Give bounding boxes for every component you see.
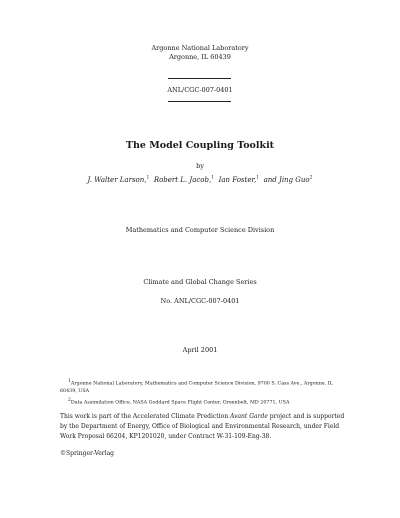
author-1: J. Walter Larson,$^1$ (87, 176, 150, 185)
footnote-1: $^1$Argonne National Laboratory, Mathematics and Computer Science Division, 9700 S. Cass Ave., Argonne, IL 60439, USA (60, 379, 333, 395)
rule-bottom (168, 101, 231, 102)
authors (0, 176, 400, 184)
series-number: No. ANL/CGC-007-0401 (160, 297, 240, 305)
copyright: ©Springer-Verlag (60, 450, 114, 457)
author-3: Ian Foster,$^1$ (218, 176, 260, 185)
series-name: Climate and Global Change Series (143, 278, 257, 286)
by-line: by (196, 162, 204, 170)
header-lab: Argonne National Laboratory (151, 44, 249, 52)
page-title: The Model Coupling Toolkit (125, 140, 275, 151)
footnote-2: $^2$Data Assimilation Office, NASA Goddard Space Flight Center, Greenbelt, MD 20771, USA (68, 398, 290, 406)
report-number: ANL/CGC-007-0401 (167, 86, 233, 94)
acknowledgement-paragraph: This work is part of the Accelerated Climate Prediction Avant Garde project and is supported by the Department of Energy, Office of Biological and Environmental Research, under Field Work Proposal 66204, KP1201020, under Contract W-31-109-Eng-38. (60, 413, 345, 440)
date: April 2001 (182, 346, 218, 354)
rule-top (168, 78, 231, 79)
author-2: Robert L. Jacob,$^1$ (153, 176, 215, 185)
division: Mathematics and Computer Science Division (125, 226, 275, 234)
author-4: and Jing Guo$^2$ (263, 176, 313, 185)
header-location: Argonne, IL 60439 (169, 53, 231, 61)
